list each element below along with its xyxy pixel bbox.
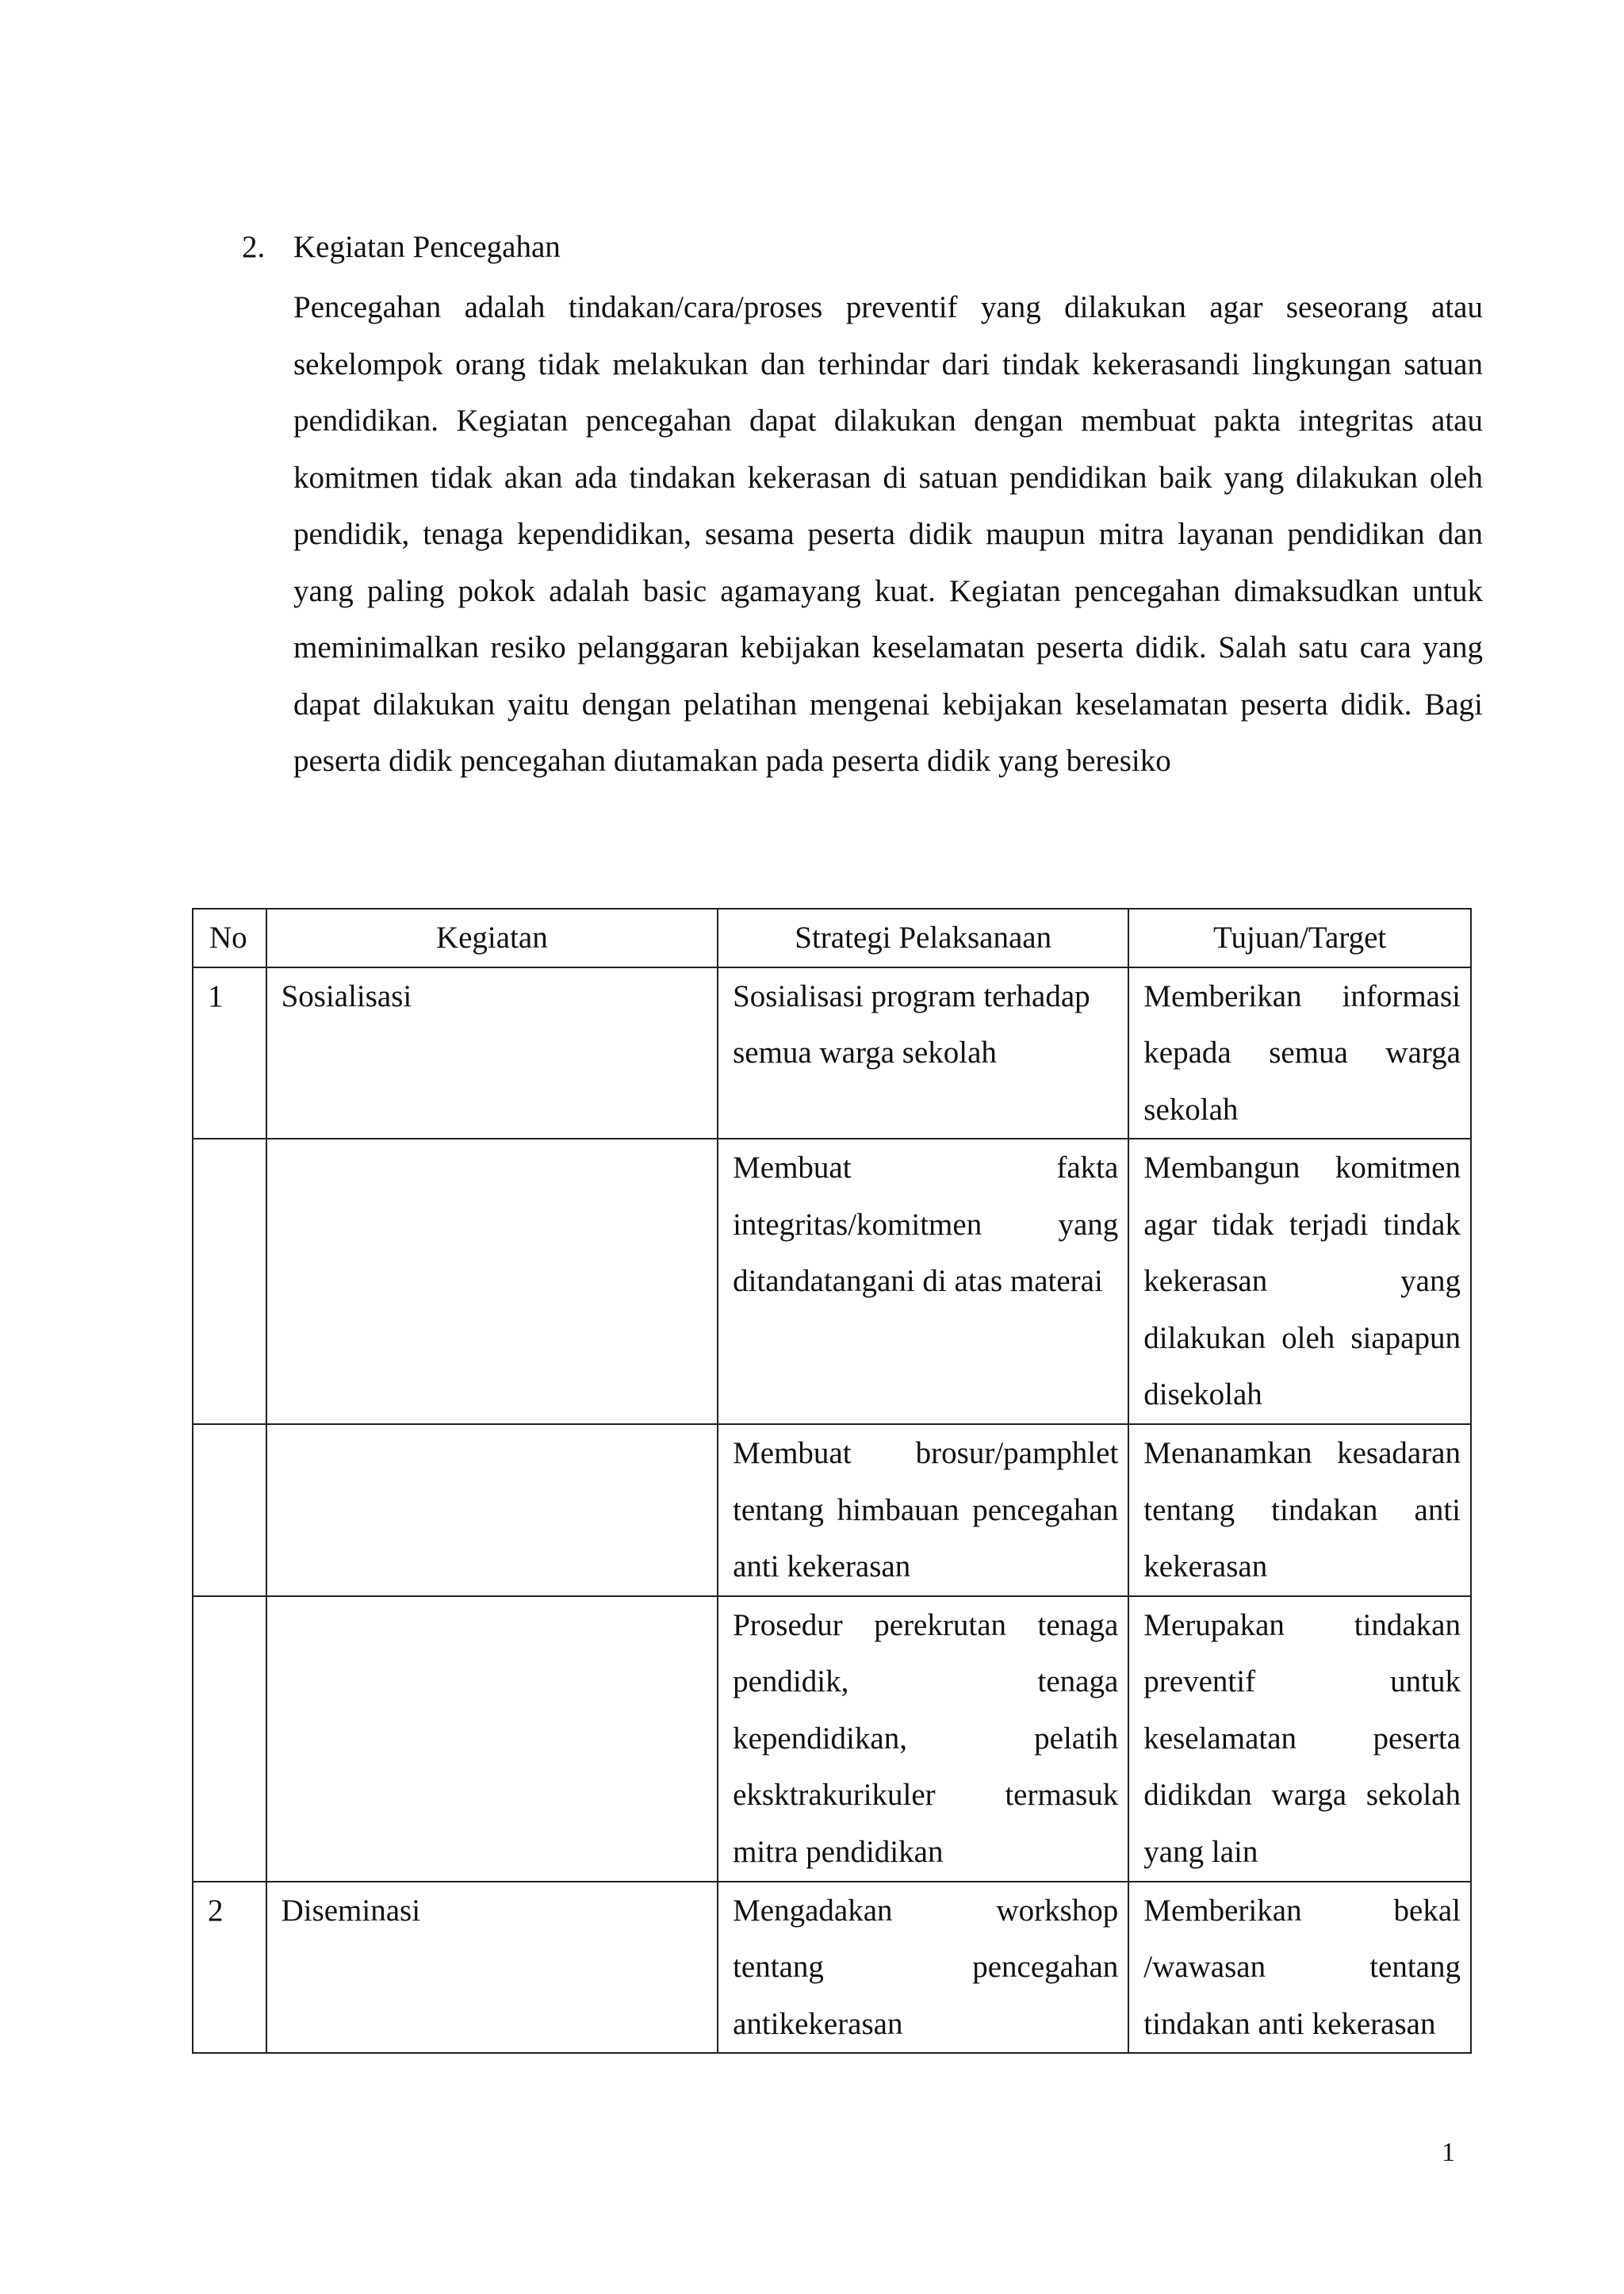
table-row [193,1596,1471,1882]
cell-no [193,1424,266,1596]
cell-tujuan: Merupakan tindakan preventif untuk keselamatan peserta didikdan warga sekolah yang lain [1128,1596,1471,1882]
header-no: No [193,909,266,967]
prevention-activities-table [192,908,1472,2054]
cell-strategi: Membuat fakta integritas/komitmen yang ditandatangani di atas materai [718,1139,1128,1424]
cell-no: 1 [193,967,266,1139]
cell-strategi: Membuat brosur/pamphlet tentang himbauan pencegahan anti kekerasan [718,1424,1128,1596]
section-heading [242,224,561,271]
cell-kegiatan [266,1139,718,1424]
table-row [193,1424,1471,1596]
header-strategi: Strategi Pelaksanaan [718,909,1128,967]
cell-kegiatan [266,1596,718,1882]
cell-tujuan: Menanamkan kesadaran tentang tindakan anti kekerasan [1128,1424,1471,1596]
cell-tujuan: Memberikan bekal /wawasan tentang tindakan anti kekerasan [1128,1882,1471,2054]
cell-no [193,1139,266,1424]
section-number: 2. [242,230,266,264]
table-header-row [193,909,1471,967]
cell-kegiatan: Diseminasi [266,1882,718,2054]
cell-kegiatan [266,1424,718,1596]
page-number: 1 [1442,2138,1455,2167]
cell-no [193,1596,266,1882]
cell-kegiatan: Sosialisasi [266,967,718,1139]
table-row [193,967,1471,1139]
cell-strategi: Mengadakan workshop tentang pencegahan antikekerasan [718,1882,1128,2054]
cell-no: 2 [193,1882,266,2054]
cell-tujuan: Membangun komitmen agar tidak terjadi tindak kekerasan yang dilakukan oleh siapapun disekolah [1128,1139,1471,1424]
header-tujuan: Tujuan/Target [1128,909,1471,967]
cell-tujuan: Memberikan informasi kepada semua warga sekolah [1128,967,1471,1139]
table-row [193,1882,1471,2054]
header-kegiatan: Kegiatan [266,909,718,967]
cell-strategi: Prosedur perekrutan tenaga pendidik, tenaga kependidikan, pelatih eksktrakurikuler termasuk mitra pendidikan [718,1596,1128,1882]
section-paragraph: Pencegahan adalah tindakan/cara/proses preventif yang dilakukan agar seseorang atau sekelompok orang tidak melakukan dan terhindar dari tindak kekerasandi lingkungan satuan pendidikan. Kegiatan pencegahan dapat dilakukan dengan membuat pakta integritas atau komitmen tidak akan ada tindakan kekerasan di satuan pendidikan baik yang dilakukan oleh pendidik, tenaga kependidikan, sesama peserta didik maupun mitra layanan pendidikan dan yang paling pokok adalah basic agamayang kuat. Kegiatan pencegahan dimaksudkan untuk meminimalkan resiko pelanggaran kebijakan keselamatan peserta didik. Salah satu cara yang dapat dilakukan yaitu dengan pelatihan mengenai kebijakan keselamatan peserta didik. Bagi peserta didik pencegahan diutamakan pada peserta didik yang beresiko [293,290,1483,778]
cell-strategi: Sosialisasi program terhadap semua warga sekolah [718,967,1128,1139]
section-title: Kegiatan Pencegahan [293,230,561,264]
table-row [193,1139,1471,1424]
